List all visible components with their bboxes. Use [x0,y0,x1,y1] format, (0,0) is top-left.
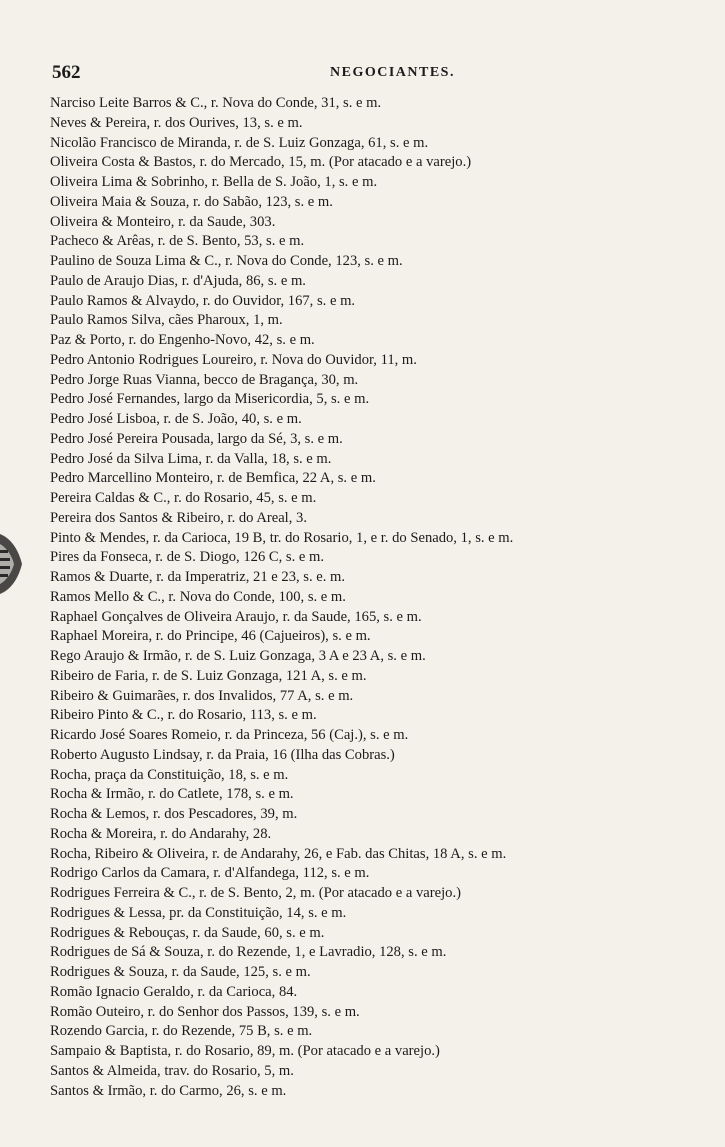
list-item: Pinto & Mendes, r. da Carioca, 19 B, tr. do Rosario, 1, e r. do Senado, 1, s. e m. [50,529,514,546]
list-item: Pedro José Fernandes, largo da Misericordia, 5, s. e m. [50,391,370,408]
list-item: Nicolão Francisco de Miranda, r. de S. Luiz Gonzaga, 61, s. e m. [50,134,429,151]
page-header [52,62,692,86]
list-item: Santos & Almeida, trav. do Rosario, 5, m. [50,1062,294,1079]
list-item: Paz & Porto, r. do Engenho-Novo, 42, s. e m. [50,332,315,348]
list-item: Raphael Gonçalves de Oliveira Araujo, r. da Saude, 165, s. e m. [50,608,422,625]
list-item: Romão Outeiro, r. do Senhor dos Passos, 139, s. e m. [50,1003,360,1020]
list-item: Rodrigues & Lessa, pr. da Constituição, 14, s. e m. [50,904,347,921]
list-item: Pereira dos Santos & Ribeiro, r. do Areal, 3. [50,509,307,526]
list-item: Rodrigues de Sá & Souza, r. do Rezende, 1, e Lavradio, 128, s. e m. [50,944,447,961]
list-item: Pedro Antonio Rodrigues Loureiro, r. Nova do Ouvidor, 11, m. [50,351,417,368]
list-item: Sampaio & Baptista, r. do Rosario, 89, m. (Por atacado e a varejo.) [50,1043,440,1059]
list-item: Ribeiro & Guimarães, r. dos Invalidos, 77 A, s. e m. [50,687,354,704]
list-item: Rocha, praça da Constituição, 18, s. e m. [50,766,289,783]
list-item: Raphael Moreira, r. do Principe, 46 (Cajueiros), s. e m. [50,628,371,645]
list-item: Ramos Mello & C., r. Nova do Conde, 100, s. e m. [50,588,346,605]
list-item: Pereira Caldas & C., r. do Rosario, 45, s. e m. [50,490,317,506]
list-item: Pedro Marcellino Monteiro, r. de Bemfica, 22 A, s. e m. [50,470,376,487]
merchant-list [50,94,710,1101]
list-item: Rodrigues & Souza, r. da Saude, 125, s. e m. [50,964,311,980]
list-item: Paulino de Souza Lima & C., r. Nova do Conde, 123, s. e m. [50,253,403,269]
list-item: Pedro Jorge Ruas Vianna, becco de Bragança, 30, m. [50,371,359,388]
list-item: Oliveira & Monteiro, r. da Saude, 303. [50,213,276,230]
list-item: Romão Ignacio Geraldo, r. da Carioca, 84. [50,983,298,1000]
list-item: Paulo Ramos & Alvaydo, r. do Ouvidor, 167, s. e m. [50,292,356,309]
list-item: Oliveira Lima & Sobrinho, r. Bella de S. João, 1, s. e m. [50,174,378,190]
list-item: Rocha & Moreira, r. do Andarahy, 28. [50,825,272,842]
list-item: Narciso Leite Barros & C., r. Nova do Conde, 31, s. e m. [50,95,382,111]
list-item: Ribeiro Pinto & C., r. do Rosario, 113, s. e m. [50,707,317,724]
page-number: 562 [52,62,81,83]
list-item: Oliveira Costa & Bastos, r. do Mercado, 15, m. (Por atacado e a varejo.) [50,154,472,171]
list-item: Rodrigo Carlos da Camara, r. d'Alfandega, 112, s. e m. [50,865,370,882]
list-item: Santos & Irmão, r. do Carmo, 26, s. e m. [50,1082,287,1099]
list-item: Neves & Pereira, r. dos Ourives, 13, s. e m. [50,114,303,131]
running-head-title: NEGOCIANTES. [330,65,455,80]
list-item: Rocha & Irmão, r. do Catlete, 178, s. e m. [50,786,294,803]
list-item: Paulo de Araujo Dias, r. d'Ajuda, 86, s. e m. [50,272,306,289]
list-item: Pires da Fonseca, r. de S. Diogo, 126 C, s. e m. [50,549,325,566]
list-item: Ricardo José Soares Romeio, r. da Princeza, 56 (Caj.), s. e m. [50,727,409,743]
list-item: Pedro José Lisboa, r. de S. João, 40, s. e m. [50,411,302,427]
list-item: Pedro José da Silva Lima, r. da Valla, 18, s. e m. [50,450,332,467]
list-item: Ribeiro de Faria, r. de S. Luiz Gonzaga, 121 A, s. e m. [50,667,367,684]
list-item: Rodrigues & Rebouças, r. da Saude, 60, s. e m. [50,924,325,941]
list-item: Oliveira Maia & Souza, r. do Sabão, 123, s. e m. [50,193,333,210]
list-item: Rocha & Lemos, r. dos Pescadores, 39, m. [50,806,298,822]
list-item: Ramos & Duarte, r. da Imperatriz, 21 e 23, s. e. m. [50,569,346,585]
list-item: Rego Araujo & Irmão, r. de S. Luiz Gonzaga, 3 A e 23 A, s. e m. [50,648,426,664]
list-item: Roberto Augusto Lindsay, r. da Praia, 16 (Ilha das Cobras.) [50,746,395,763]
list-item: Pacheco & Arêas, r. de S. Bento, 53, s. e m. [50,233,305,250]
list-item: Rocha, Ribeiro & Oliveira, r. de Andarahy, 26, e Fab. das Chitas, 18 A, s. e m. [50,845,507,862]
list-item: Rozendo Garcia, r. do Rezende, 75 B, s. e m. [50,1023,313,1040]
list-item: Rodrigues Ferreira & C., r. de S. Bento, 2, m. (Por atacado e a varejo.) [50,885,461,901]
list-item: Paulo Ramos Silva, cães Pharoux, 1, m. [50,312,283,329]
list-item: Pedro José Pereira Pousada, largo da Sé, 3, s. e m. [50,430,343,447]
binding-ornament-icon [0,530,26,598]
